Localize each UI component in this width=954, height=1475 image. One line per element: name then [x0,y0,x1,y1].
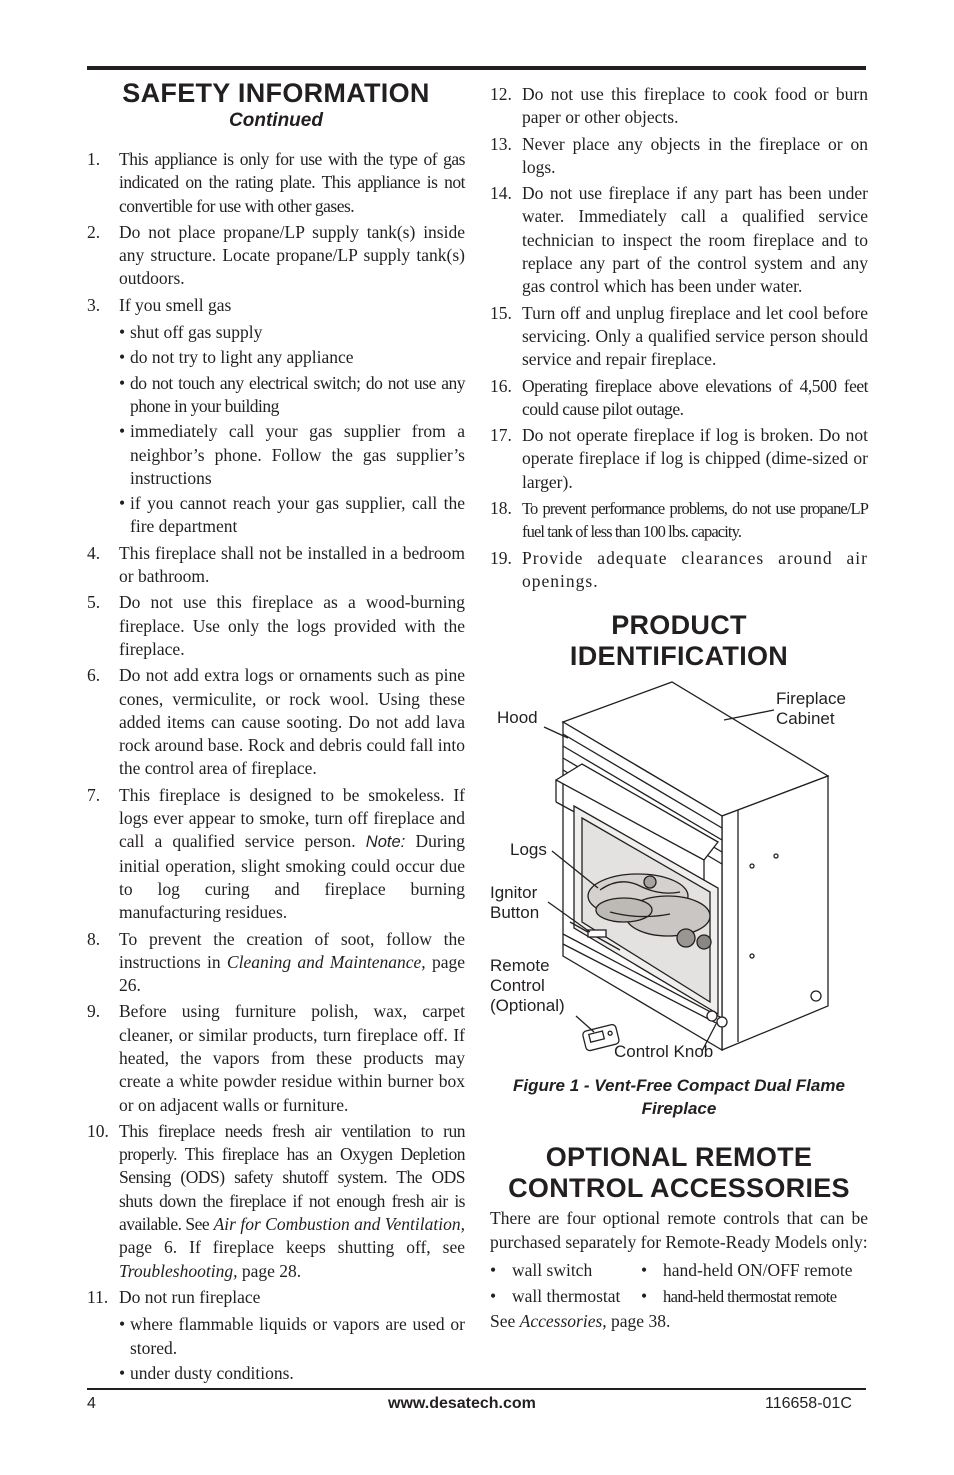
list-item: 10. This fireplace needs fresh air ventilation to run properly. This fireplace has an Oxygen Depletion Sensing (ODS) safety shutoff system. The ODS shuts down the fireplace if not enough fresh air is available. See Air for Combustion and Ventilation, page 6. If fireplace keeps shutting off, see Troubleshooting, page 28. [87,1120,465,1281]
list-item: 15. Turn off and unplug fireplace and let cool before servicing. Only a qualified service person should service and repair fireplace. [490,302,868,370]
ignitor-button-label: Ignitor Button [490,883,540,923]
list-item: • do not touch any electrical switch; do not use any phone in your building [119,372,465,416]
right-column [490,83,868,1333]
hood-label: Hood [497,708,538,728]
list-item: • if you cannot reach your gas supplier, call the fire department [119,493,465,537]
do-not-run-bullets [119,1313,465,1385]
list-item: • hand-held ON/OFF remote [641,1259,853,1280]
remote-intro: There are four optional remote controls that can be purchased separately for Remote-Ready Models only: [490,1208,868,1252]
list-item: • under dusty conditions. [119,1362,294,1383]
list-item: 3. If you smell gas • shut off gas supply • do not try to light any appliance • do not touch any electrical switch; do not use any phone in your building • immediately call your gas supplier from a neighbor’s phone. Follow the gas supplier’s instructions • if you cannot reach your gas supplier, call the fire department [87,294,465,539]
list-item: • hand-held thermostat remote [641,1285,837,1306]
document-number: 116658-01C [765,1395,852,1412]
list-item: • wall thermostat [490,1285,621,1306]
bottom-rule [87,1388,866,1390]
list-item: 14. Do not use fireplace if any part has been under water. Immediately call a qualified service technician to inspect the room fireplace and to replace any part of the control system and any gas control which has been under water. [490,183,868,297]
list-item: • shut off gas supply [119,322,263,343]
remote-control-label: Remote Control (Optional) [490,956,565,1016]
safety-list-right [490,83,868,593]
list-item: 19. Provide adequate clearances around air openings. [490,547,868,591]
safety-information-title: SAFETY INFORMATION [122,78,430,108]
list-item: 11. Do not run fireplace • where flammable liquids or vapors are used or stored. • under dusty conditions. [87,1286,465,1385]
list-item: 18. To prevent performance problems, do not use propane/LP fuel tank of less than 100 lbs. capacity. [490,498,868,542]
figure-caption: Figure 1 - Vent-Free Compact Dual Flame Fireplace [513,1076,845,1119]
list-item: 4. This fireplace shall not be installed in a bedroom or bathroom. [87,542,465,587]
product-identification-title: PRODUCT IDENTIFICATION [569,610,789,672]
control-knob-label: Control Knob [614,1042,714,1062]
remote-options [490,1257,868,1310]
list-item: • where flammable liquids or vapors are used or stored. [119,1314,465,1358]
safety-list-left [87,148,465,1385]
list-item: 6. Do not add extra logs or ornaments such as pine cones, vermiculite, or rock wool. Using these added items can cause sooting. Do not add lava rock around base. Rock and debris could fall into the control area of fireplace. [87,665,465,779]
list-item: 1. This appliance is only for use with the type of gas indicated on the rating plate. This appliance is not convertible for use with other gases. [87,149,465,216]
list-item: • do not try to light any appliance [119,347,354,368]
list-item: 16. Operating fireplace above elevations of 4,500 feet could cause pilot outage. [490,375,868,419]
logs-label: Logs [510,840,547,860]
list-item: 12. Do not use this fireplace to cook food or burn paper or other objects. [490,84,868,128]
gas-smell-bullets [119,321,465,539]
page-number: 4 [87,1395,96,1412]
list-item: 2. Do not place propane/LP supply tank(s) inside any structure. Locate propane/LP supply tank(s) outdoors. [87,221,465,289]
safety-information-subtitle: Continued [229,110,323,131]
left-column [87,78,465,1388]
website-link[interactable]: www.desatech.com [388,1395,536,1412]
list-item: 9. Before using furniture polish, wax, carpet cleaner, or similar products, turn fireplace off. If heated, the vapors from these products may create a white powder residue within burner box or on adjacent walls or furniture. [87,1001,465,1115]
note-label: Note: [365,833,406,852]
list-item: 8. To prevent the creation of soot, follow the instructions in Cleaning and Maintenance, page 26. [87,928,466,996]
fireplace-figure [490,676,868,1074]
list-item: • immediately call your gas supplier from a neighbor’s phone. Follow the gas supplier’s instructions [119,421,465,488]
list-item: 7. This fireplace is designed to be smokeless. If logs ever appear to smoke, turn off fireplace and call a qualified service person. Note: During initial operation, slight smoking could occur due to log curing and fireplace burning manufacturing residues. [87,784,466,923]
top-rule [87,66,866,70]
see-accessories: See Accessories, page 38. [490,1310,671,1331]
fireplace-cabinet-label: Fireplace Cabinet [776,689,846,729]
list-item: 13. Never place any objects in the fireplace or on logs. [490,133,868,177]
list-item: 17. Do not operate fireplace if log is broken. Do not operate fireplace if log is chipped (dime-sized or larger). [490,425,868,492]
list-item: • wall switch [490,1259,593,1280]
optional-remote-title: OPTIONAL REMOTE CONTROL ACCESSORIES [508,1142,850,1204]
list-item: 5. Do not use this fireplace as a wood-burning fireplace. Use only the logs provided with the fireplace. [87,592,465,659]
